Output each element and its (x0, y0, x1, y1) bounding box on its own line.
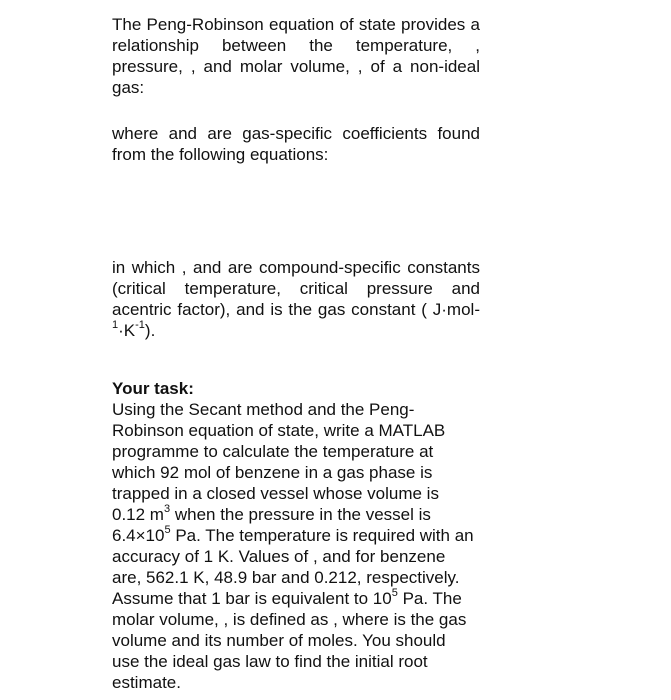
text-fragment: Pa. The temperature is required with an (170, 526, 474, 545)
constants-paragraph (112, 257, 480, 341)
text-line: The Peng-Robinson equation of state provides a (112, 15, 480, 34)
text-fragment: ). (144, 321, 156, 340)
text-line: Robinson equation of state, write a MATLAB (112, 421, 446, 440)
task-section (112, 378, 484, 693)
superscript: 3 (163, 503, 171, 516)
text-line: estimate. (112, 673, 181, 692)
text-line: Using the Secant method and the Peng- (112, 400, 415, 419)
text-line: trapped in a closed vessel whose volume is (112, 484, 439, 503)
text-fragment: ·K (118, 321, 136, 340)
text-fragment: Assume that 1 bar is equivalent to 10 (112, 589, 392, 608)
superscript: -1 (135, 319, 145, 332)
text-line: gas: (112, 78, 145, 97)
text-line: are, 562.1 K, 48.9 bar and 0.212, respectively. (112, 568, 460, 587)
text-line (112, 525, 484, 546)
text-line: molar volume, , is defined as , where is the gas (112, 610, 467, 629)
superscript: 5 (164, 524, 171, 537)
text-line: relationship between the temperature, , (112, 36, 480, 55)
text-fragment: Pa. The (397, 589, 462, 608)
text-line: pressure, , and molar volume, , of a non-ideal (112, 57, 480, 76)
text-fragment: when the pressure in the vessel is (170, 505, 431, 524)
superscript: 1 (112, 319, 119, 332)
text-line: programme to calculate the temperature at (112, 442, 434, 461)
text-line: (critical temperature, critical pressure and (112, 279, 480, 298)
text-line: accuracy of 1 K. Values of , and for benzene (112, 547, 446, 566)
text-line: which 92 mol of benzene in a gas phase is (112, 463, 433, 482)
text-line (112, 504, 484, 525)
intro-paragraph (112, 14, 480, 98)
coefficients-paragraph (112, 123, 480, 165)
text-line: volume and its number of moles. You should (112, 631, 446, 650)
text-line: from the following equations: (112, 145, 329, 164)
text-fragment: 6.4×10 (112, 526, 165, 545)
text-fragment: 0.12 m (112, 505, 164, 524)
text-line (112, 588, 484, 609)
text-line: in which , and are compound-specific constants (112, 258, 480, 277)
text-line: where and are gas-specific coefficients found (112, 124, 480, 143)
superscript: 5 (391, 587, 398, 600)
text-line: acentric factor), and is the gas constant ( J·mol- (112, 300, 480, 319)
task-title: Your task: (112, 379, 194, 398)
text-line (112, 320, 480, 341)
text-line: use the ideal gas law to find the initial root (112, 652, 428, 671)
